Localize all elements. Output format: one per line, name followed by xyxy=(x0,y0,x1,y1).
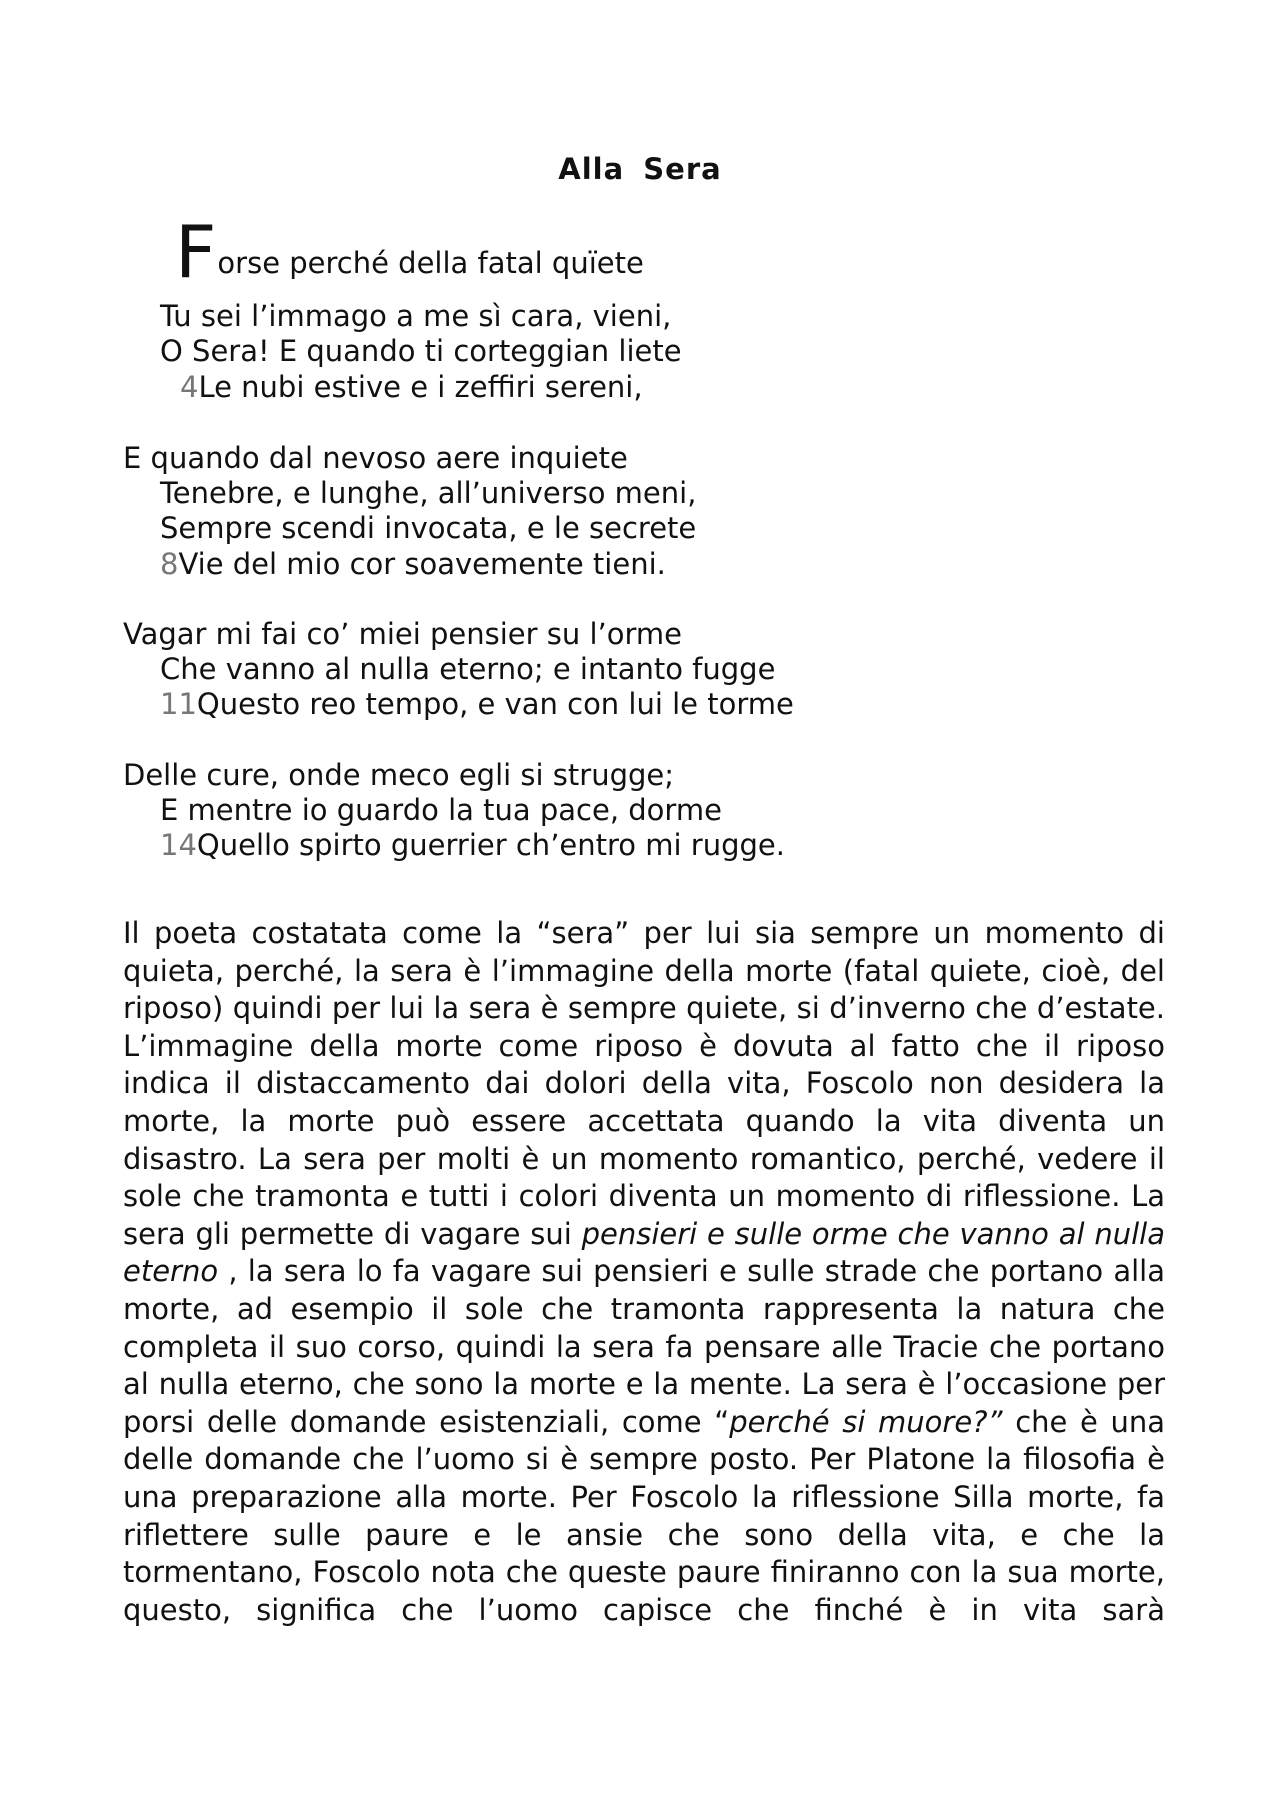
poem-line-9 xyxy=(123,616,682,652)
line-number: 4 xyxy=(180,370,199,404)
poem-line-2 xyxy=(160,298,671,334)
poem-line-4 xyxy=(180,369,643,405)
poem-line-text: Vie del mio cor soavemente tieni. xyxy=(178,547,666,581)
line-number: 14 xyxy=(160,828,197,862)
line-number: 8 xyxy=(160,547,179,581)
poem-line-3 xyxy=(160,333,682,369)
poem-line-14 xyxy=(160,827,785,863)
poem-line-13 xyxy=(160,792,722,828)
poem-line-text: Sempre scendi invocata, e le secrete xyxy=(160,511,697,545)
poem-line-8 xyxy=(160,546,666,582)
poem-line-text: Che vanno al nulla eterno; e intanto fugge xyxy=(160,652,776,686)
poem-line-text: Tu sei l’immago a me sì cara, vieni, xyxy=(160,299,672,333)
line-number: 11 xyxy=(160,687,197,721)
poem-line-12 xyxy=(123,757,674,793)
poem-line-7 xyxy=(160,510,696,546)
commentary-italic-quote: pensieri e sulle orme che vanno al nulla eterno xyxy=(123,1216,1165,1289)
commentary-italic-question: perché si muore?” xyxy=(729,1404,1003,1439)
poem-line-text: O Sera! E quando ti corteggian liete xyxy=(160,334,682,368)
poem-line-text: Questo reo tempo, e van con lui le torme xyxy=(196,687,794,721)
poem-line-text: Le nubi estive e i zeffiri sereni, xyxy=(198,370,643,404)
commentary-paragraph xyxy=(123,915,1165,1629)
poem-line-1 xyxy=(175,210,644,294)
poem-line-5 xyxy=(123,440,628,476)
poem-line-text: Quello spirto guerrier ch’entro mi rugge. xyxy=(196,828,785,862)
commentary-segment: che è una delle domande che l’uomo si è sempre posto. Per Platone la filosofia è una preparazione alla morte. Per Foscolo la riflessione Silla morte, fa riflettere sulle paure e le ansie che sono della vita, e che la tormentano, Foscolo nota che queste paure finiranno con la sua morte, questo, significa che l’uomo capisce che finché è in vita sarà xyxy=(123,1404,1165,1627)
commentary-segment: Il poeta costatata come la “sera” per lui sia sempre un momento di quieta, perché, la sera è l’immagine della morte (fatal quiete, cioè, del riposo) quindi per lui la sera è sempre quiete, si d’inverno che d’estate. L’immagine della morte come riposo è dovuta al fatto che il riposo indica il distaccamento dai dolori della vita, Foscolo non desidera la morte, la morte può essere accettata quando la vita diventa un disastro. La sera per molti è un momento romantico, perché, vedere il sole che tramonta e tutti i colori diventa un momento di riflessione. La sera gli permette di vagare sui xyxy=(123,916,1165,1251)
poem-line-6 xyxy=(160,475,696,511)
poem-line-text: Tenebre, e lunghe, all’universo meni, xyxy=(160,476,697,510)
poem-title: Alla Sera xyxy=(558,152,722,186)
poem-line-text: orse perché della fatal quïete xyxy=(217,246,644,280)
drop-cap: F xyxy=(175,210,217,294)
poem-line-text: Vagar mi fai co’ miei pensier su l’orme xyxy=(123,617,683,651)
commentary-text xyxy=(123,915,1165,1629)
poem-line-text: E mentre io guardo la tua pace, dorme xyxy=(160,793,722,827)
poem-line-10 xyxy=(160,651,775,687)
commentary-segment: , la sera lo fa vagare sui pensieri e sulle strade che portano alla morte, ad esempio il sole che tramonta rappresenta la natura che completa il suo corso, quindi la sera fa pensare alle Tracie che portano al nulla eterno, che sono la morte e la mente. La sera è l’occasione per porsi delle domande esistenziali, come “ xyxy=(123,1254,1165,1439)
poem-line-text: Delle cure, onde meco egli si strugge; xyxy=(123,758,674,792)
poem-line-11 xyxy=(160,686,794,722)
poem-line-text: E quando dal nevoso aere inquiete xyxy=(123,441,628,475)
